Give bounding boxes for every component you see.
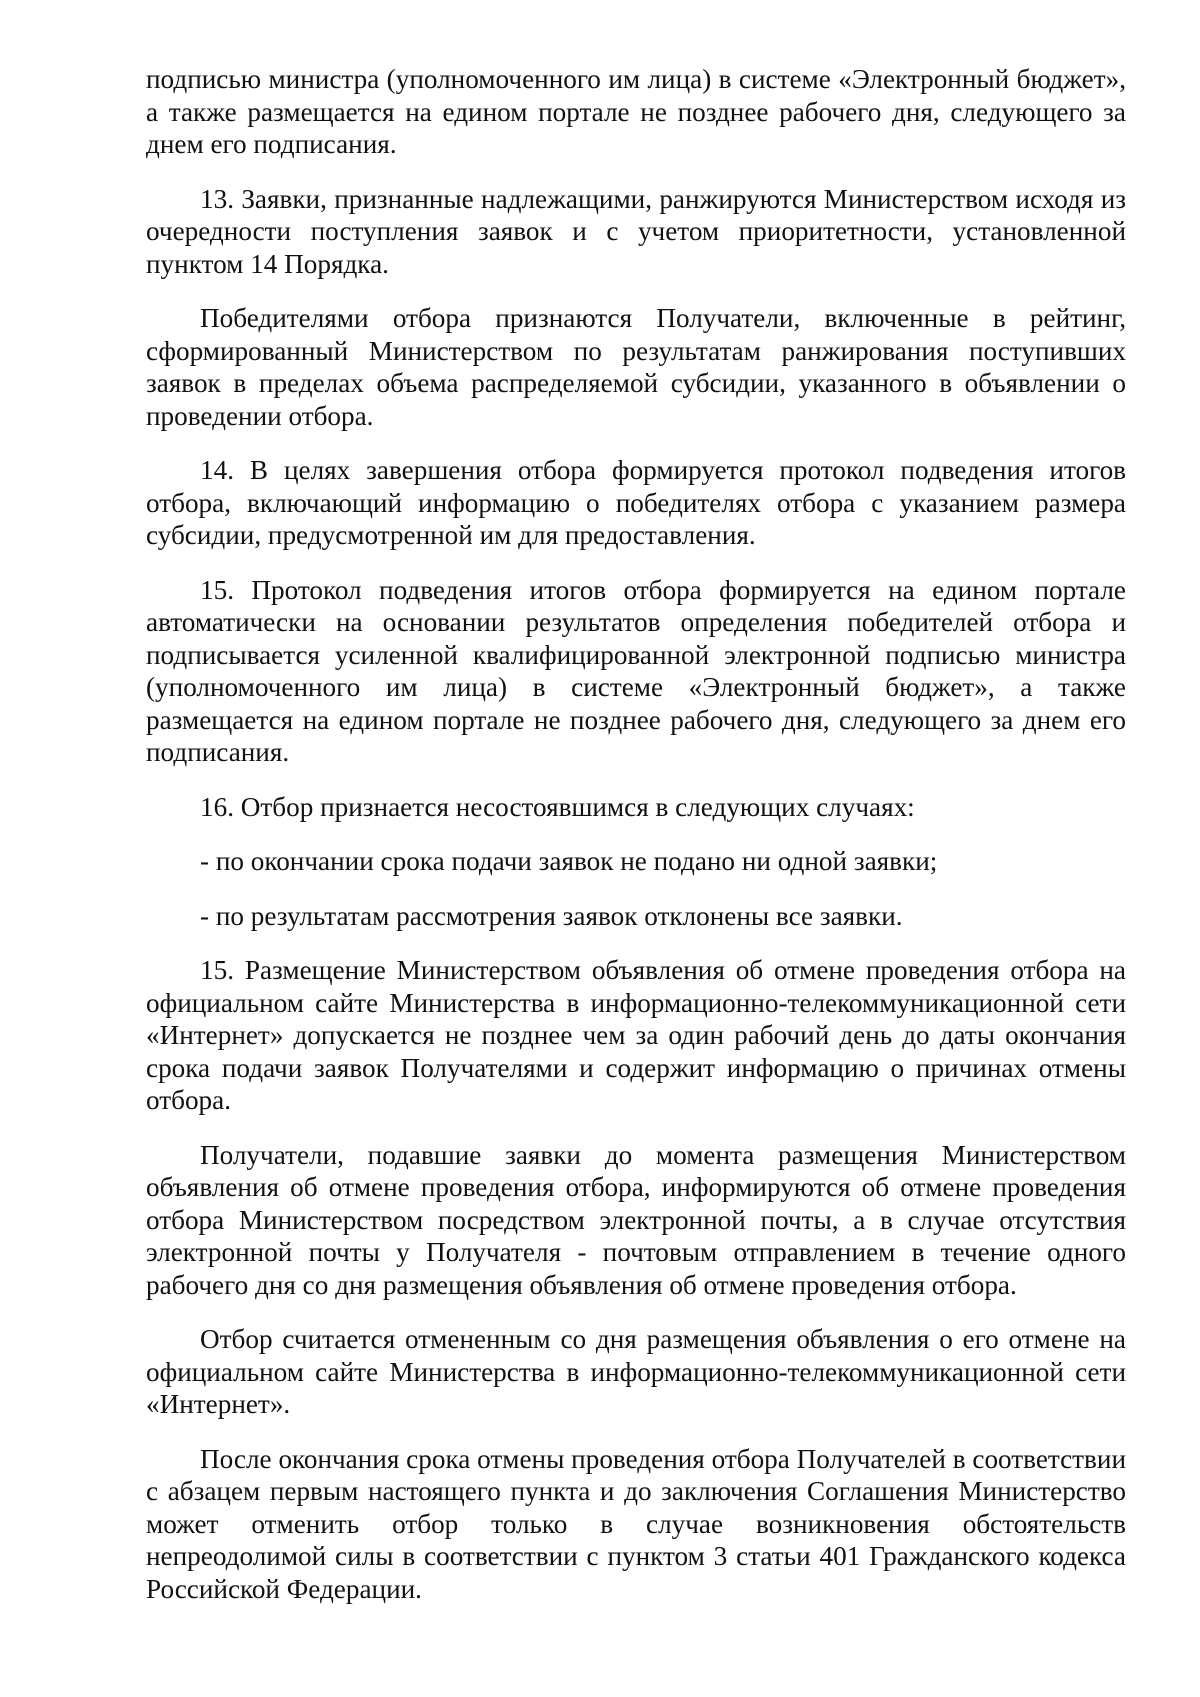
paragraph-13: 13. Заявки, признанные надлежащими, ранжируются Министерством исходя из очередности поступления заявок и с учетом приоритетности, установленной пунктом 14 Порядка. xyxy=(146,183,1126,279)
paragraph-continuation: подписью министра (уполномоченного им лица) в системе «Электронный бюджет», а также размещается на едином портале не позднее рабочего дня, следующего за днем его подписания. xyxy=(146,64,1126,159)
list-item-no-applications: - по окончании срока подачи заявок не подано ни одной заявки; xyxy=(200,846,938,876)
paragraph-14: 14. В целях завершения отбора формируется протокол подведения итогов отбора, включающий информацию о победителях отбора с указанием размера субсидии, предусмотренной им для предоставления. xyxy=(146,455,1126,550)
paragraph-15-cancellation: 15. Размещение Министерством объявления об отмене проведения отбора на официальном сайте Министерства в информационно-телекоммуникационной сети «Интернет» допускается не позднее чем за один рабочий день до даты окончания срока подачи заявок Получателями и содержит информацию о причинах отмены отбора. xyxy=(146,955,1126,1115)
paragraph-force-majeure: После окончания срока отмены проведения отбора Получателей в соответствии с абзацем первым настоящего пункта и до заключения Соглашения Министерство может отменить отбор только в случае возникновения обстоятельств непреодолимой силы в соответствии с пунктом 3 статьи 401 Гражданского кодекса Российской Федерации. xyxy=(146,1443,1126,1604)
paragraph-considered-cancelled: Отбор считается отмененным со дня размещения объявления о его отмене на официальном сайте Министерства в информационно-телекоммуникационной сети «Интернет». xyxy=(146,1324,1126,1419)
paragraph-16: 16. Отбор признается несостоявшимся в следующих случаях: xyxy=(200,791,915,822)
paragraph-recipients-notified: Получатели, подавшие заявки до момента размещения Министерством объявления об отмене проведения отбора, информируются об отмене проведения отбора Министерством посредством электронной почты, а в случае отсутствия электронной почты у Получателя - почтовым отправлением в течение одного рабочего дня со дня размещения объявления об отмене проведения отбора. xyxy=(146,1139,1126,1300)
list-item-all-rejected: - по результатам рассмотрения заявок отклонены все заявки. xyxy=(200,900,903,931)
document-page xyxy=(146,63,1126,1605)
paragraph-15-protocol: 15. Протокол подведения итогов отбора формируется на едином портале автоматически на основании результатов определения победителей отбора и подписывается усиленной квалифицированной электронной подписью министра (уполномоченного им лица) в системе «Электронный бюджет», а также размещается на едином портале не позднее рабочего дня, следующего за днем его подписания. xyxy=(146,574,1126,767)
paragraph-winners: Победителями отбора признаются Получатели, включенные в рейтинг, сформированный Министерством по результатам ранжирования поступивших заявок в пределах объема распределяемой субсидии, указанного в объявлении о проведении отбора. xyxy=(146,303,1126,431)
